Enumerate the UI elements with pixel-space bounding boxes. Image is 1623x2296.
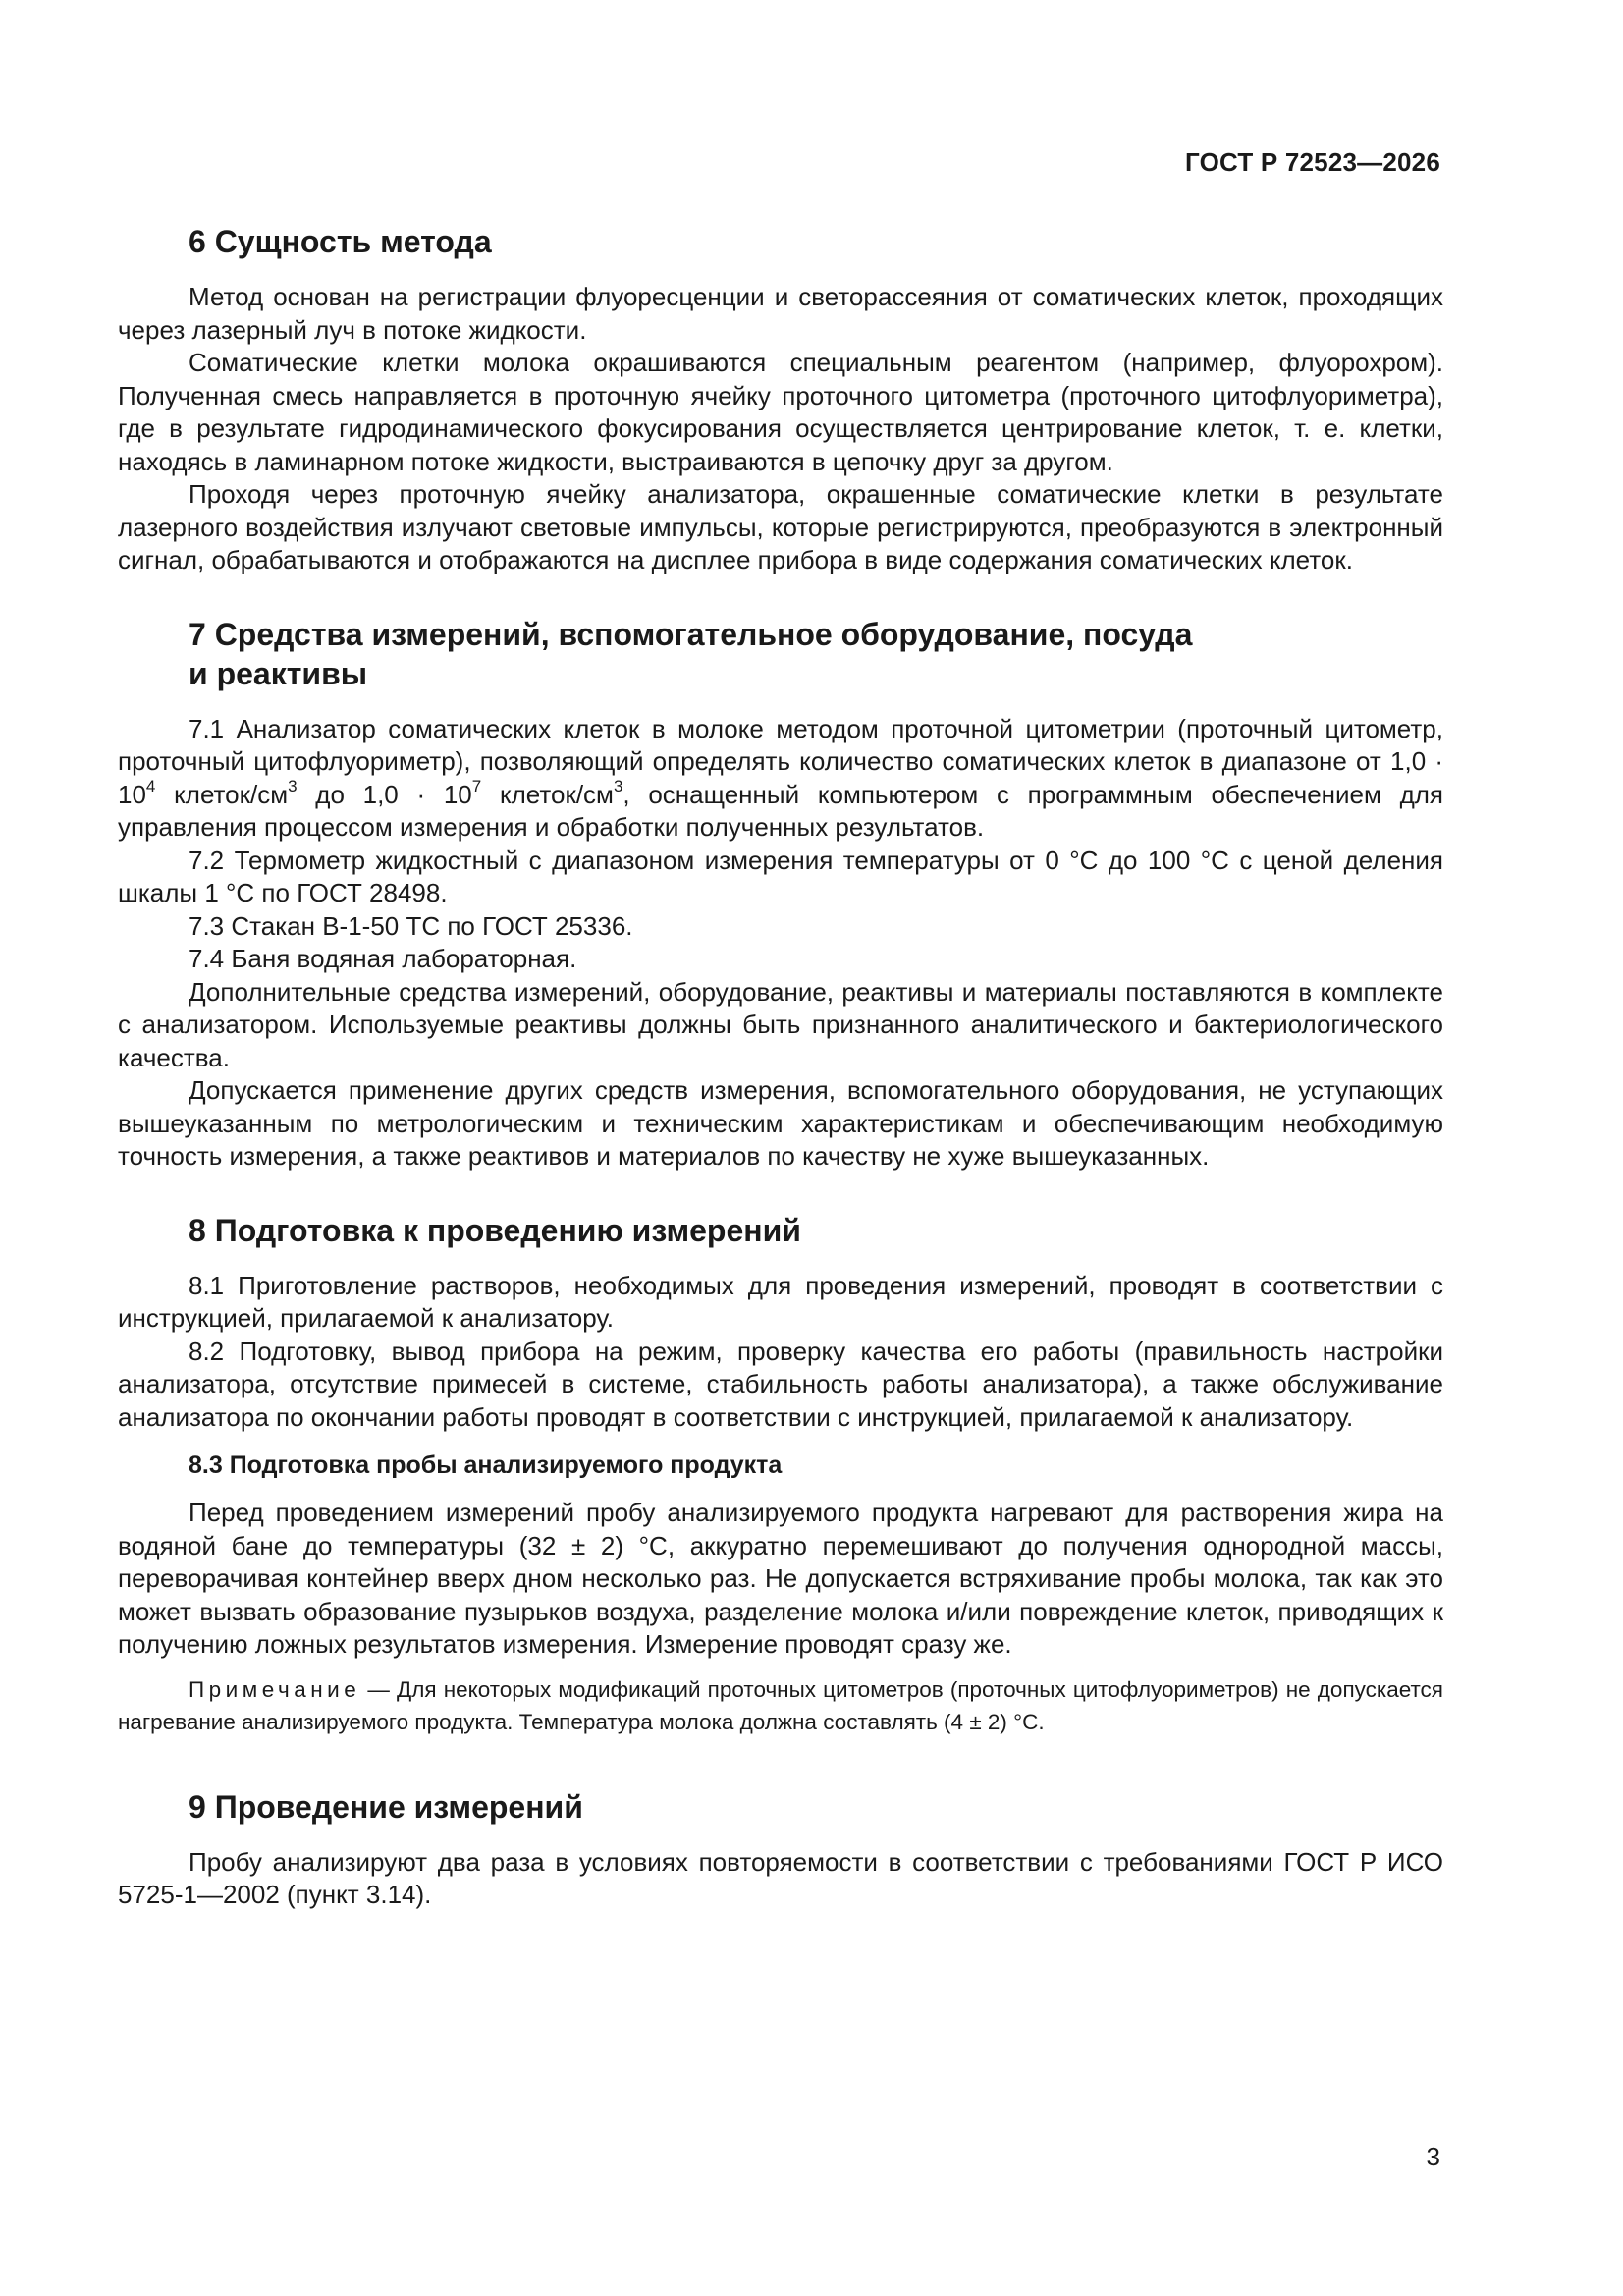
section-6-paragraph-3: Проходя через проточную ячейку анализатора, окрашенные соматические клетки в результате лазерного воздействия излучают световые импульсы, которые регистрируются, преобразуются в электронный сигнал, обрабатываются и отображаются на дисплее прибора в виде содержания соматических клеток.	[118, 479, 1443, 574]
clause-7-1: 7.1 Анализатор соматических клеток в молоке методом проточной цитометрии (проточный цитометр, проточный цитофлуориметр), позволяющий определять количество соматических клеток в диапазоне от $1,0 \cdot 10^4$ клеток/$см^3$ до $1,0 \cdot 10^7$ клеток/$см^3$, оснащенный компьютером с программным обеспечением для управления процессом измерения и обработки полученных результатов.	[118, 713, 1443, 842]
clause-7-4: 7.4 Баня водяная лабораторная.	[189, 944, 577, 973]
note-label: Примечание	[189, 1676, 361, 1702]
note-text: — Для некоторых модификаций проточных цитометров (проточных цитофлуориметров) не допускается нагревание анализируемого продукта. Температура молока должна составлять (4 ± 2) °С.	[118, 1676, 1443, 1734]
clause-7-2: 7.2 Термометр жидкостный с диапазоном измерения температуры от 0 °С до 100 °С с ценой деления шкалы 1 °С по ГОСТ 28498.	[118, 845, 1443, 907]
clause-8-3-title: 8.3 Подготовка пробы анализируемого продукта	[189, 1451, 783, 1479]
clause-8-3-text: Перед проведением измерений пробу анализируемого продукта нагревают для растворения жира на водяной бане до температуры (32 ± 2) °С, аккуратно перемешивают до получения однородной массы, переворачивая контейнер вверх дном несколько раз. Не допускается встряхивание пробы молока, так как это может вызвать образование пузырьков воздуха, разделение молока и/или повреждение клеток, приводящих к получению ложных результатов измерения. Измерение проводят сразу же.	[118, 1498, 1443, 1659]
section-7-title-line-2: и реактивы	[189, 655, 368, 691]
page-content	[118, 222, 1443, 1912]
document-code: ГОСТ Р 72523—2026	[1185, 147, 1440, 177]
section-9-paragraph-1: Пробу анализируют два раза в условиях повторяемости в соответствии с требованиями ГОСТ Р ИСО 5725-1—2002 (пункт 3.14).	[118, 1846, 1443, 1909]
clause-8-1: 8.1 Приготовление растворов, необходимых для проведения измерений, проводят в соответствии с инструкцией, прилагаемой к анализатору.	[118, 1270, 1443, 1333]
section-7-paragraph-alternatives: Допускается применение других средств измерения, вспомогательного оборудования, не уступающих вышеуказанным по метрологическим и техническим характеристикам и обеспечивающим необходимую точность измерения, а также реактивов и материалов по качеству не хуже вышеуказанных.	[118, 1075, 1443, 1171]
clause-8-2: 8.2 Подготовку, вывод прибора на режим, проверку качества его работы (правильность настройки анализатора, отсутствие примесей в системе, стабильность работы анализатора), а также обслуживание анализатора по окончании работы проводят в соответствии с инструкцией, прилагаемой к анализатору.	[118, 1336, 1443, 1432]
page-number: 3	[1426, 2142, 1440, 2171]
note	[118, 1673, 1443, 1738]
section-7-title	[118, 615, 1443, 693]
clause-7-3: 7.3 Стакан В-1-50 ТС по ГОСТ 25336.	[189, 910, 633, 941]
section-6-paragraph-2: Соматические клетки молока окрашиваются специальным реагентом (например, флуорохром). Полученная смесь направляется в проточную ячейку проточного цитометра (проточного цитофлуориметра), где в результате гидродинамического фокусирования осуществляется центрирование клеток, т. е. клетки, находясь в ламинарном потоке жидкости, выстраиваются в цепочку друг за другом.	[118, 348, 1443, 476]
section-7-paragraph-additional: Дополнительные средства измерений, оборудование, реактивы и материалы поставляются в комплекте с анализатором. Используемые реактивы должны быть признанного аналитического и бактериологического качества.	[118, 976, 1443, 1072]
section-6-title: 6 Сущность метода	[189, 224, 492, 259]
section-7-title-line-1: 7 Средства измерений, вспомогательное оборудование, посуда	[189, 616, 1193, 652]
section-6-paragraph-1: Метод основан на регистрации флуоресценции и светорассеяния от соматических клеток, проходящих через лазерный луч в потоке жидкости.	[118, 282, 1443, 345]
section-9-title: 9 Проведение измерений	[189, 1788, 583, 1825]
section-8-title: 8 Подготовка к проведению измерений	[189, 1212, 801, 1248]
